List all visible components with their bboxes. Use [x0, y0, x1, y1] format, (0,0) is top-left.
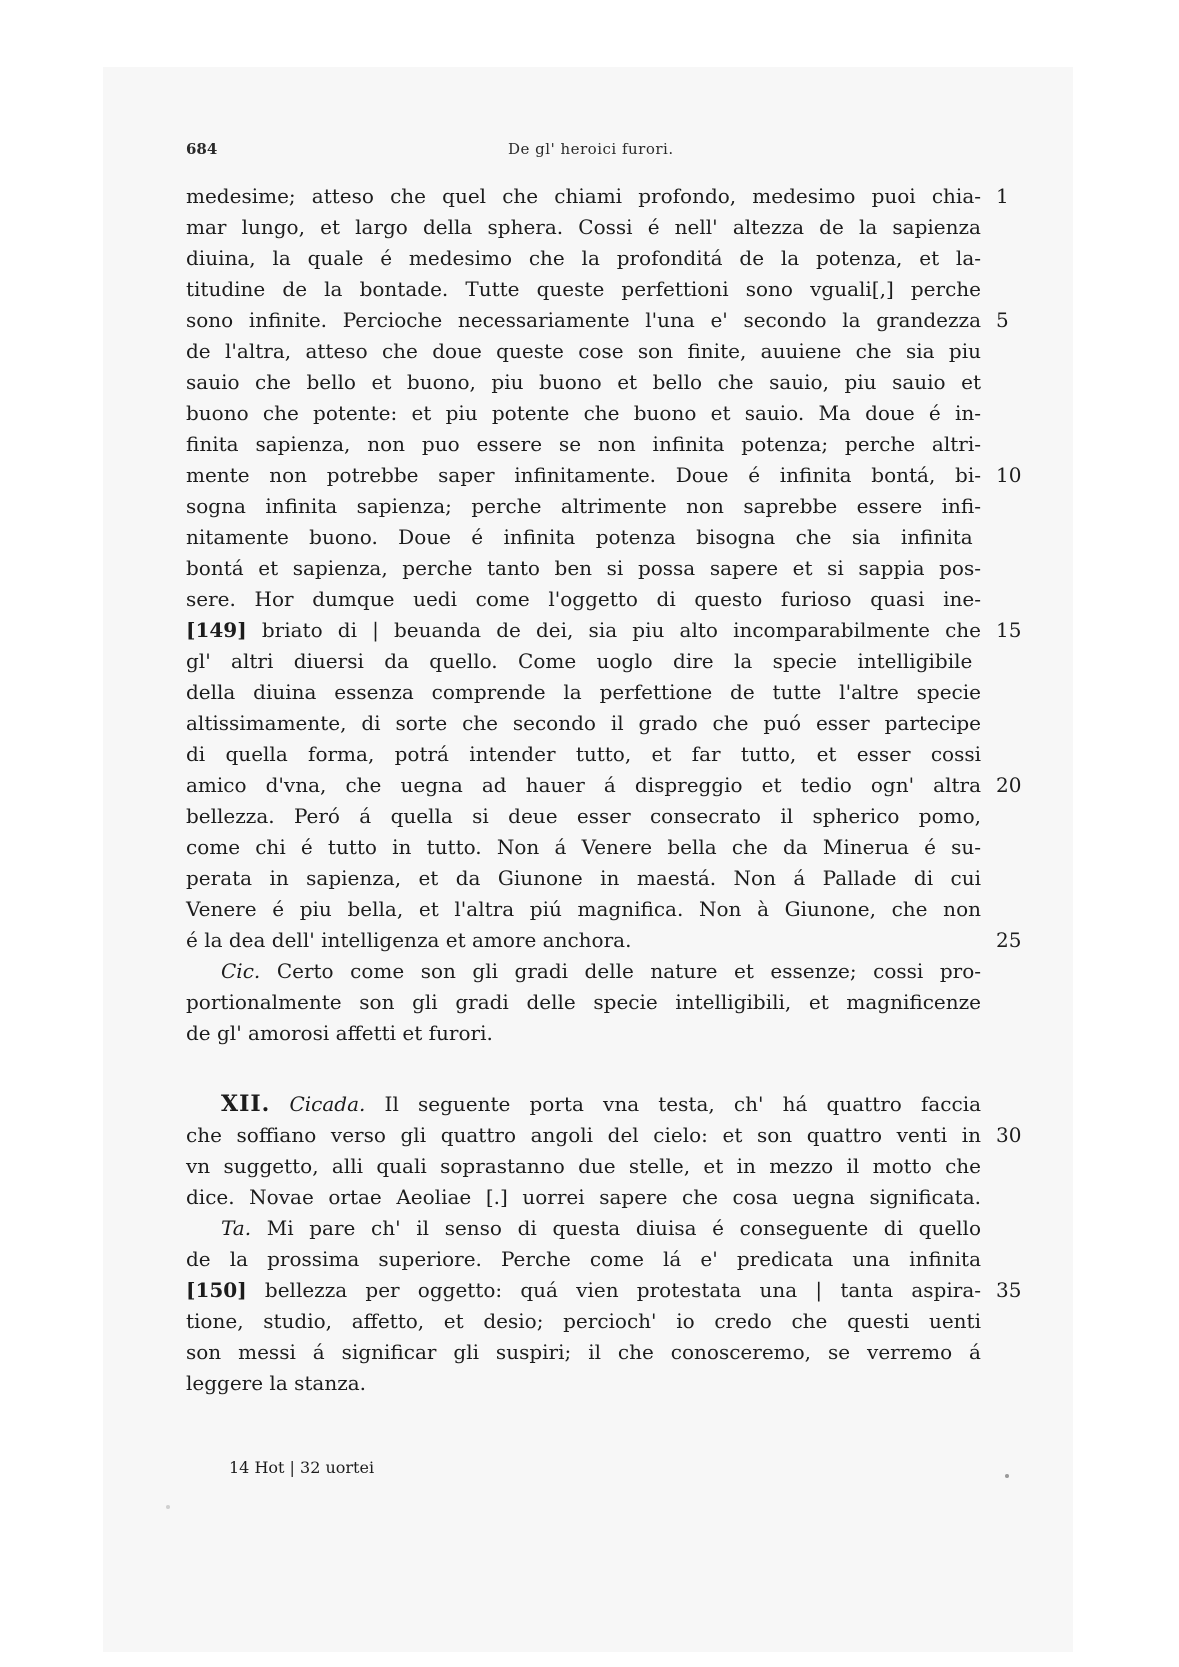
- page-reference: [149]: [186, 618, 247, 642]
- text-line: [186, 677, 986, 708]
- line-text: [186, 1018, 493, 1049]
- text-line: [186, 1182, 986, 1213]
- text-line: [186, 305, 1009, 336]
- line-text: [186, 739, 981, 770]
- line-body: vn suggetto, alli quali soprastanno due stelle, et in mezzo il motto che: [186, 1154, 981, 1178]
- line-text: [186, 708, 981, 739]
- text-line: [186, 1089, 986, 1120]
- text-line: [186, 460, 1022, 491]
- line-text: [186, 584, 981, 615]
- line-body: sauio che bello et buono, piu buono et bello che sauio, piu sauio et: [186, 370, 981, 394]
- scan-speck: [166, 1505, 170, 1509]
- text-line: [186, 1120, 1022, 1151]
- line-body: de gl' amorosi affetti et furori.: [186, 1021, 493, 1045]
- line-text: [186, 1337, 981, 1368]
- line-body: de la prossima superiore. Perche come lá e' predicata una infinita: [186, 1247, 981, 1271]
- text-line: [186, 212, 986, 243]
- line-text: [186, 677, 981, 708]
- line-body: sono infinite. Percioche necessariamente l'una e' secondo la grandezza: [186, 308, 981, 332]
- line-body: che soffiano verso gli quattro angoli del cielo: et son quattro venti in: [186, 1123, 981, 1147]
- line-body: buono che potente: et piu potente che buono et sauio. Ma doue é in-: [186, 401, 981, 425]
- text-line: [186, 708, 986, 739]
- text-line: [186, 894, 986, 925]
- line-body: bellezza per oggetto: quá vien protestata una | tanta aspira-: [264, 1278, 981, 1302]
- speaker-name: Cicada.: [289, 1092, 366, 1116]
- text-line: [186, 801, 986, 832]
- line-text: [186, 1244, 981, 1275]
- line-number: 5: [996, 308, 1009, 332]
- line-body: bellezza. Peró á quella si deue esser consecrato il spherico pomo,: [186, 804, 981, 828]
- text-line: [186, 1275, 1022, 1306]
- line-text: [186, 801, 981, 832]
- text-line: [186, 925, 1022, 956]
- line-text: [186, 460, 981, 491]
- line-body: dice. Novae ortae Aeoliae [.] uorrei sapere che cosa uegna significata.: [186, 1185, 981, 1209]
- line-body: altissimamente, di sorte che secondo il grado che puó esser partecipe: [186, 711, 981, 735]
- line-body: tione, studio, affetto, et desio; percioch' io credo che questi uenti: [186, 1309, 981, 1333]
- line-body: amico d'vna, che uegna ad hauer á dispreggio et tedio ogn' altra: [186, 773, 981, 797]
- line-text: [186, 305, 981, 336]
- text-line: [186, 832, 986, 863]
- line-text: [186, 522, 981, 553]
- line-body: é la dea dell' intelligenza et amore anchora.: [186, 928, 632, 952]
- line-text: [186, 832, 981, 863]
- line-text: [186, 925, 631, 956]
- text-line: [186, 398, 986, 429]
- text-line: [186, 956, 986, 987]
- line-text: [186, 1120, 981, 1151]
- line-body: sere. Hor dumque uedi come l'oggetto di questo furioso quasi ine-: [186, 587, 981, 611]
- line-text: [186, 615, 981, 646]
- line-text: [186, 367, 981, 398]
- line-body: finita sapienza, non puo essere se non infinita potenza; perche altri-: [186, 432, 981, 456]
- line-text: [186, 398, 981, 429]
- line-text: [186, 429, 981, 460]
- main-text: [186, 181, 1022, 1399]
- text-line: [186, 739, 986, 770]
- text-line: [186, 1306, 986, 1337]
- text-line: [186, 336, 986, 367]
- line-text: [186, 863, 981, 894]
- line-body: medesime; atteso che quel che chiami profondo, medesimo puoi chia-: [186, 184, 981, 208]
- line-body: son messi á significar gli suspiri; il che conosceremo, se verremo á: [186, 1340, 981, 1364]
- text-line: [186, 1368, 986, 1399]
- text-line: [186, 1213, 986, 1244]
- line-text: [186, 274, 981, 305]
- text-line: [186, 181, 1009, 212]
- line-text: [186, 553, 981, 584]
- line-body: Venere é piu bella, et l'altra piú magnifica. Non à Giunone, che non: [186, 897, 981, 921]
- line-body: Il seguente porta vna testa, ch' há quattro faccia: [384, 1092, 982, 1116]
- section-number: XII.: [221, 1091, 271, 1117]
- line-body: briato di | beuanda de dei, sia piu alto incomparabilmente che: [261, 618, 981, 642]
- text-line: [186, 1018, 986, 1049]
- page-reference: [150]: [186, 1278, 247, 1302]
- page-header: [186, 140, 986, 166]
- text-line: [186, 243, 986, 274]
- line-body: de l'altra, atteso che doue queste cose son finite, auuiene che sia piu: [186, 339, 981, 363]
- line-body: perata in sapienza, et da Giunone in maestá. Non á Pallade di cui: [186, 866, 981, 890]
- line-number: 15: [996, 618, 1022, 642]
- line-body: gl' altri diuersi da quello. Come uoglo dire la specie intelligibile: [186, 649, 973, 673]
- line-text: [186, 1368, 366, 1399]
- footnote: 14 Hot | 32 uortei: [229, 1458, 375, 1477]
- line-number: 10: [996, 463, 1022, 487]
- line-text: [186, 336, 981, 367]
- speaker-name: Cic.: [221, 959, 261, 983]
- text-line: [186, 367, 986, 398]
- line-text: [186, 181, 981, 212]
- line-body: della diuina essenza comprende la perfettione de tutte l'altre specie: [186, 680, 981, 704]
- page-number: 684: [186, 140, 218, 158]
- text-line: [186, 553, 986, 584]
- text-line: [186, 615, 1022, 646]
- line-text: [186, 646, 981, 677]
- line-body: nitamente buono. Doue é infinita potenza bisogna che sia infinita: [186, 525, 973, 549]
- running-head: De gl' heroici furori.: [508, 140, 674, 158]
- text-line: [186, 429, 986, 460]
- line-text: [186, 1275, 981, 1306]
- line-text: [186, 1151, 981, 1182]
- line-body: di quella forma, potrá intender tutto, et far tutto, et esser cossi: [186, 742, 981, 766]
- text-line: [186, 863, 986, 894]
- line-body: come chi é tutto in tutto. Non á Venere bella che da Minerua é su-: [186, 835, 981, 859]
- line-text: [186, 1182, 981, 1213]
- line-text: [221, 956, 981, 987]
- line-number: 20: [996, 773, 1022, 797]
- line-body: diuina, la quale é medesimo che la profonditá de la potenza, et la-: [186, 246, 981, 270]
- line-body: bontá et sapienza, perche tanto ben si possa sapere et si sappia pos-: [186, 556, 981, 580]
- line-body: mar lungo, et largo della sphera. Cossi é nell' altezza de la sapienza: [186, 215, 981, 239]
- line-number: 35: [996, 1278, 1022, 1302]
- line-body: leggere la stanza.: [186, 1371, 367, 1395]
- line-text: [186, 491, 981, 522]
- text-line: [186, 522, 986, 553]
- line-number: 30: [996, 1123, 1022, 1147]
- line-text: [186, 1306, 981, 1337]
- line-number: 1: [996, 184, 1009, 208]
- line-text: [221, 1089, 981, 1120]
- line-body: mente non potrebbe saper infinitamente. Doue é infinita bontá, bi-: [186, 463, 981, 487]
- line-text: [186, 243, 981, 274]
- line-text: [186, 212, 981, 243]
- line-text: [186, 894, 981, 925]
- text-line: [186, 770, 1022, 801]
- line-body: Mi pare ch' il senso di questa diuisa é conseguente di quello: [266, 1216, 981, 1240]
- text-line: [186, 1151, 986, 1182]
- section-gap: [186, 1049, 986, 1089]
- line-text: [186, 987, 981, 1018]
- text-line: [186, 274, 986, 305]
- line-text: [221, 1213, 981, 1244]
- line-number: 25: [996, 928, 1022, 952]
- line-text: [186, 770, 981, 801]
- text-line: [186, 987, 986, 1018]
- text-line: [186, 491, 986, 522]
- line-body: portionalmente son gli gradi delle specie intelligibili, et magnificenze: [186, 990, 981, 1014]
- text-line: [186, 1244, 986, 1275]
- text-line: [186, 584, 986, 615]
- speaker-name: Ta.: [221, 1216, 252, 1240]
- line-body: sogna infinita sapienza; perche altrimente non saprebbe essere infi-: [186, 494, 981, 518]
- text-line: [186, 646, 986, 677]
- line-body: Certo come son gli gradi delle nature et essenze; cossi pro-: [276, 959, 982, 983]
- scan-speck: [1005, 1474, 1009, 1478]
- text-line: [186, 1337, 986, 1368]
- line-body: titudine de la bontade. Tutte queste perfettioni sono vguali[,] perche: [186, 277, 981, 301]
